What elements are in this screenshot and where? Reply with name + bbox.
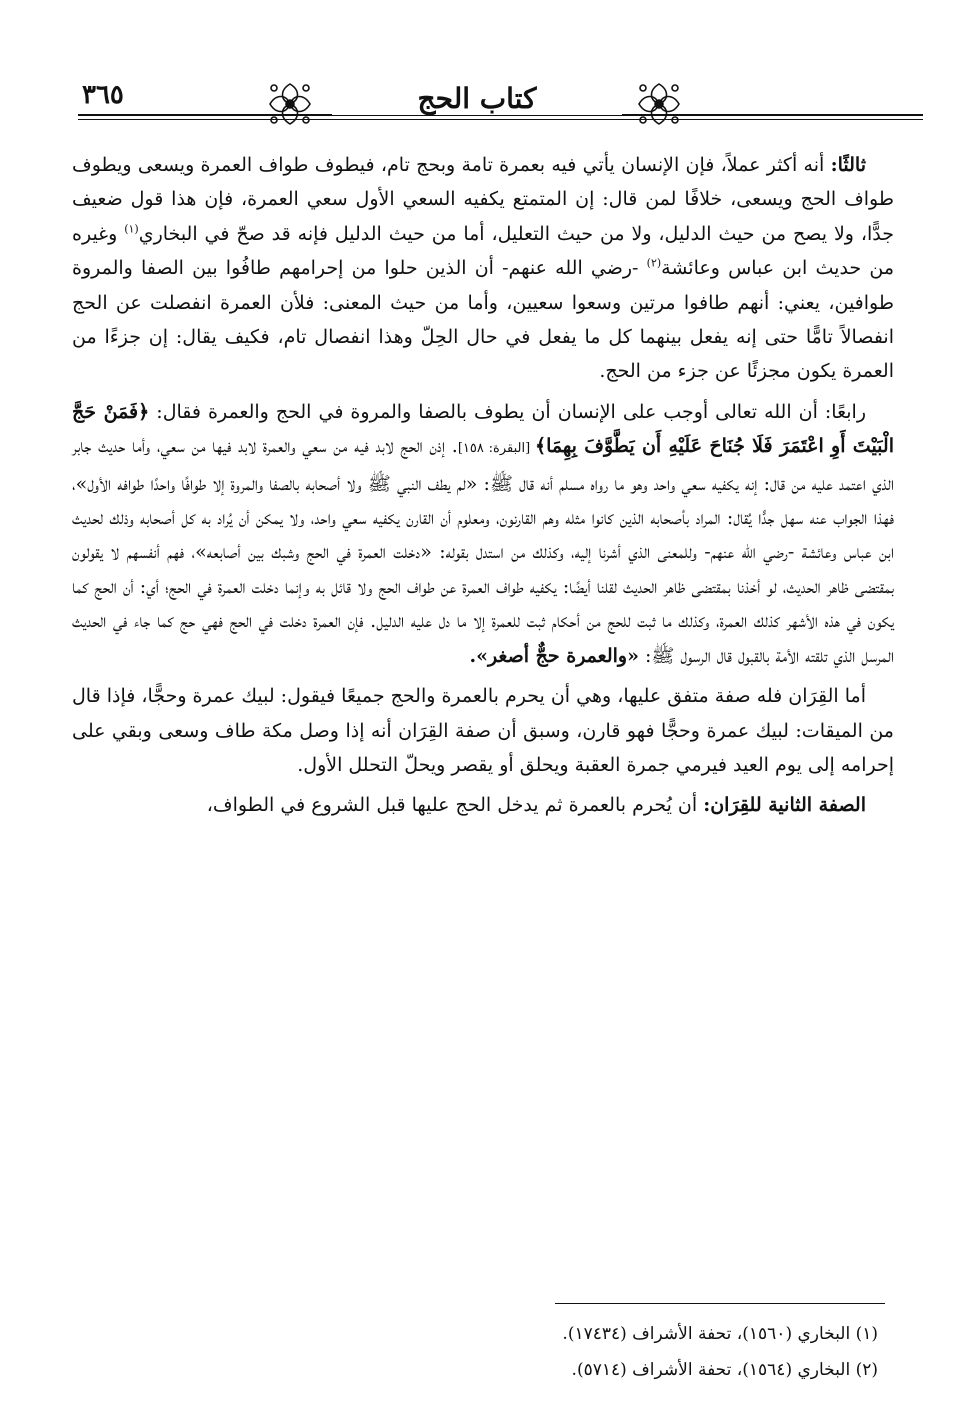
paragraph-text: رابعًا: أن الله تعالى أوجب على الإنسان أن يطوف بالصفا والمروة في الحج والعمرة فقال:: [149, 400, 866, 423]
paragraph-text: وغيره من حديث ابن عباس وعائشة: [72, 222, 894, 280]
paragraph-lead: الصفة الثانية للقِرَان:: [703, 794, 866, 817]
page-header: [70, 70, 930, 140]
left-ornament-icon: [266, 80, 314, 128]
body-text: [72, 148, 894, 829]
paragraph-3: [72, 679, 894, 782]
paragraph-lead: ثالثًا:: [830, 154, 866, 176]
book-title: كتاب الحج: [332, 82, 622, 115]
paragraph-text: أن يُحرم بالعمرة ثم يدخل الحج عليها قبل الشروع في الطواف،: [206, 794, 704, 817]
right-ornament-icon: [635, 80, 683, 128]
header-rule-thin: [78, 119, 923, 120]
footnote-2: (٢) البخاري (١٥٦٤)، تحفة الأشراف (٥٧١٤).: [571, 1360, 878, 1380]
footnote-marker-2: (٢): [646, 256, 662, 270]
page-number: ٣٦٥: [82, 80, 124, 110]
paragraph-text: أما القِرَان فله صفة متفق عليها، وهي أن يحرم بالعمرة والحج جميعًا فيقول: لبيك عمرة وحجًّا، فإذا قال من الميقات: لبيك عمرة وحجًّا فهو قارن، وسبق أن صفة القِرَان أنه إذا وصل مكة طاف وسعى وبقي على إحرامه إلى يوم العيد فيرمي جمرة العقبة ويحلق أو يقصر ويحلّ التحلل الأول.: [72, 685, 894, 776]
paragraph-text: أنه أكثر عملاً، فإن الإنسان يأتي فيه بعمرة تامة وبحج تام، فيطوف طواف العمرة ويسعى ويطوف طواف الحج ويسعى، خلافًا لمن قال: إن المتمتع يكفيه السعي الأول سعي العمرة، فإن هذا قول ضعيف جدًّا، ولا يصح من حيث الدليل، ولا من حيث التعليل، أما من حيث الدليل فإنه قد صحّ في البخاري: [72, 154, 895, 245]
quran-verse: ﴿فَمَنْ حَجَّ الْبَيْتَ أَوِ اعْتَمَرَ فَلَا جُنَاحَ عَلَيْهِ أَن يَطَّوَّفَ بِهِمَا﴾: [72, 400, 894, 458]
footnote-marker-1: (١): [124, 222, 139, 236]
hadith-quote: «والعمرة حجٌّ أصغر».: [469, 644, 639, 667]
footnote-1: (١) البخاري (١٥٦٠)، تحفة الأشراف (١٧٤٣٤).: [562, 1324, 878, 1344]
paragraph-2: [72, 395, 894, 673]
paragraph-text: -رضي الله عنهم- أن الذين حلوا من إحرامهم طافُوا بين الصفا والمروة طوافين، يعني: أنهم طافوا مرتين وسعوا سعيين، وأما من حيث المعنى: فلأن العمرة انفصلت عن الحج انفصالاً تامًّا حتى إنه يفعل بينهما كل ما يفعل في حال الحِلّ وهذا انفصال تام، فكيف يقال: إن جزءًا من العمرة يكون مجزئًا عن جزء من الحج.: [72, 257, 894, 383]
verse-reference: [البقرة: ١٥٨]: [457, 441, 535, 457]
paragraph-4: [72, 788, 894, 822]
footnotes: [300, 1316, 878, 1388]
footnote-divider: [555, 1303, 885, 1304]
paragraph-1: [72, 148, 894, 389]
paragraph-text: . إذن الحج لابد فيه من سعي والعمرة لابد فيها من سعي، وأما حديث جابر الذي اعتمد عليه من قال: إنه يكفيه سعي واحد وهو ما رواه مسلم أنه قال ﷺ: «لم يطف النبي ﷺ ولا أصحابه بالصفا والمروة إلا طوافًا واحدًا طوافه الأول»، فهذا الجواب عنه سهل جدًّا يُقال: المراد بأصحابه الذين كانوا مثله وهم القارنون، ومعلوم أن القارن يكفيه سعي واحد، ولا يمكن أن يُراد به كل أصحابه وذلك لحديث ابن عباس وعائشة -رضي الله عنهم- وللمعنى الذي أشرنا إليه، وكذلك من استدل بقوله: «دخلت العمرة في الحج وشبك بين أصابعه»، فهم أنفسهم لا يقولون بمقتضى ظاهر الحديث، لو أخذنا بمقتضى ظاهر الحديث لقلنا أيضًا: يكفيه طواف العمرة عن طواف الحج ولا قائل به وإنما دخلت العمرة في الحج؛ أي: أن الحج كما يكون في هذه الأشهر كذلك العمرة، وكذلك ما ثبت للحج من أحكام ثبت للعمرة إلا ما دل عليه الدليل. فإن العمرة دخلت في الحج فهي حج كما جاء في الحديث المرسل الذي تلقته الأمة بالقبول قال الرسول ﷺ:: [72, 435, 894, 667]
